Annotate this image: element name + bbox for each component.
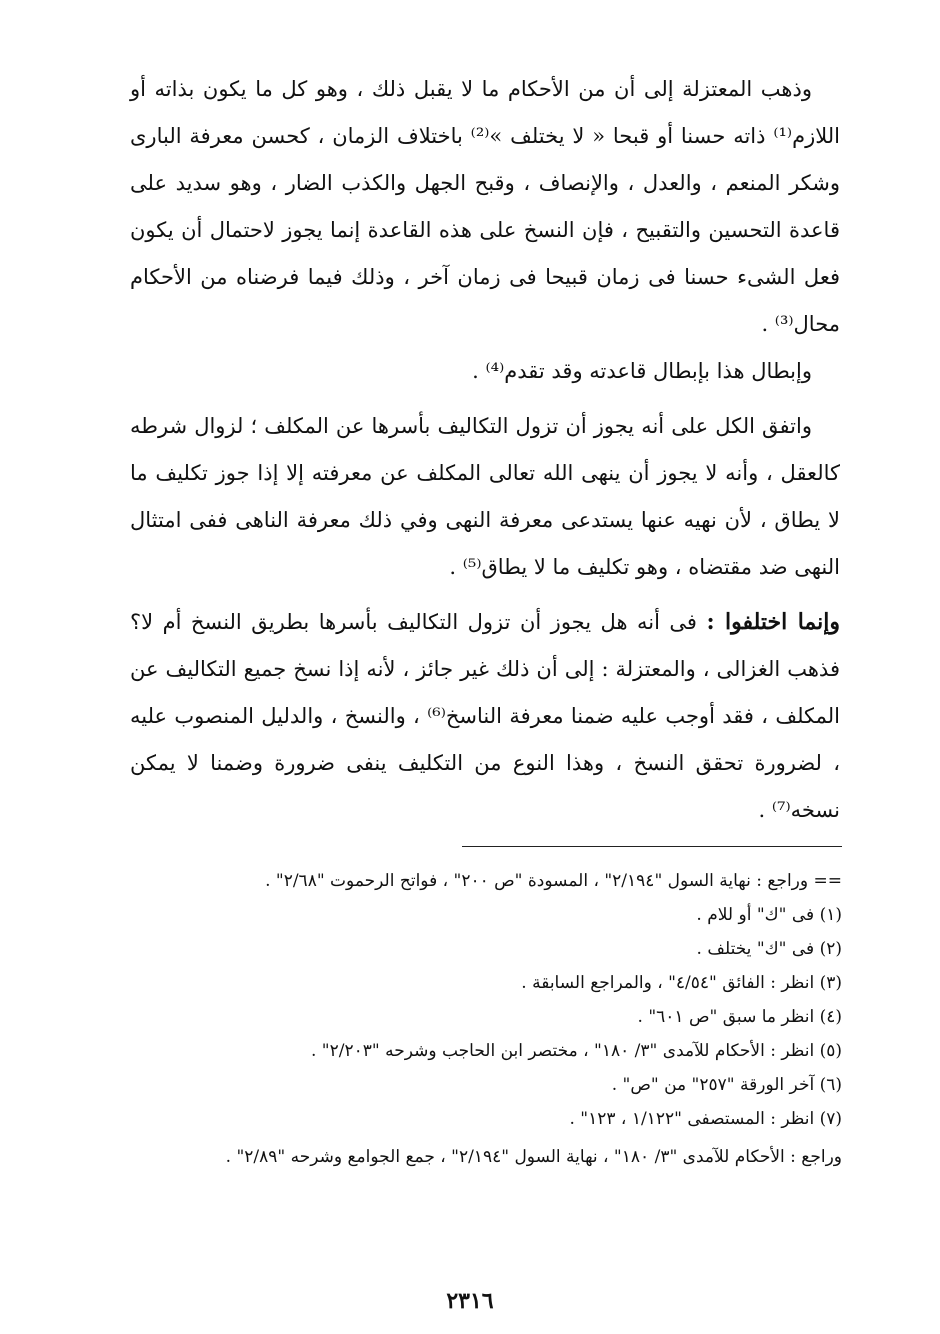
footnote-carryover: == وراجع : نهاية السول "٢/١٩٤" ، المسودة "ص ٢٠٠" ، فواتح الرحموت "٢/٦٨" .: [265, 871, 842, 891]
footnote-2: (٢) فى "ك" يختلف .: [696, 939, 842, 959]
footnote-6: (٦) آخر الورقة "٢٥٧" من "ص" .: [611, 1075, 842, 1095]
footnote-1: (١) فى "ك" أو للام .: [696, 905, 842, 925]
paragraph-agreement: واتفق الكل على أنه يجوز أن تزول التكاليف بأسرها عن المكلف ؛ لزوال شرطه كالعقل ، وأنه لا يجوز أن ينهى الله تعالى المكلف عن معرفته إلا إذا جوز تكليف ما لا يطاق ، لأن نهيه عنها يستدعى معرفة النهى وفي ذلك معرفة الناهى ففى امتثال النهى ضد مقتضاه ، وهو تكليف ما لا يطاق⁽⁵⁾ .: [130, 414, 840, 579]
footnote-4: (٤) انظر ما سبق "ص ٦٠١" .: [637, 1007, 842, 1027]
main-text: [130, 66, 840, 834]
footnote-7: (٧) انظر : المستصفى "١/١٢٢ ، ١٢٣" .: [569, 1109, 842, 1129]
paragraph-mutazila-view: وذهب المعتزلة إلى أن من الأحكام ما لا يقبل ذلك ، وهو كل ما يكون بذاته أو اللازم⁽¹⁾ ذاته حسنا أو قبحا « لا يختلف »⁽²⁾ باختلاف الزمان ، كحسن معرفة البارى وشكر المنعم ، والعدل ، والإنصاف ، وقبح الجهل والكذب الضار ، وهو سديد على قاعدة التحسين والتقبيح ، فإن النسخ على هذه القاعدة إنما يجوز لاحتمال أن يكون فعل الشىء حسنا فى زمان قبيحا فى زمان آخر ، وذلك فيما فرضناه من الأحكام محال⁽³⁾ .: [130, 77, 840, 336]
paragraph-disagreement: [130, 599, 840, 834]
footnote-3: (٣) انظر : الفائق "٤/٥٤" ، والمراجع السابقة .: [521, 973, 842, 993]
footnotes: [130, 864, 842, 1174]
page-number: ٢٣١٦: [446, 1288, 494, 1314]
paragraph-refutation: وإبطال هذا بإبطال قاعدته وقد تقدم⁽⁴⁾ .: [472, 359, 812, 383]
footnote-separator: [462, 846, 842, 847]
paragraph-lead-heading: وإنما اختلفوا :: [706, 609, 841, 635]
paragraph-disagreement-text: فى أنه هل يجوز أن تزول التكاليف بأسرها بطريق النسخ أم لا؟ فذهب الغزالى ، والمعتزلة : إلى أن ذلك غير جائز ، لأنه إذا نسخ جميع التكاليف عن المكلف ، فقد أوجب عليه ضمنا معرفة الناسخ⁽⁶⁾ ، والنسخ ، والدليل المنصوب عليه ، لضرورة تحقق النسخ ، وهذا النوع من التكليف ينفى ضرورة وضمنا لا يمكن نسخه⁽⁷⁾ .: [130, 610, 840, 822]
footnote-7-continuation: وراجع : الأحكام للآمدى "٣/ ١٨٠" ، نهاية السول "٢/١٩٤" ، جمع الجوامع وشرحه "٢/٨٩" .: [225, 1147, 842, 1167]
footnote-5: (٥) انظر : الأحكام للآمدى "٣/ ١٨٠" ، مختصر ابن الحاجب وشرحه "٢/٢٠٣" .: [310, 1041, 842, 1061]
